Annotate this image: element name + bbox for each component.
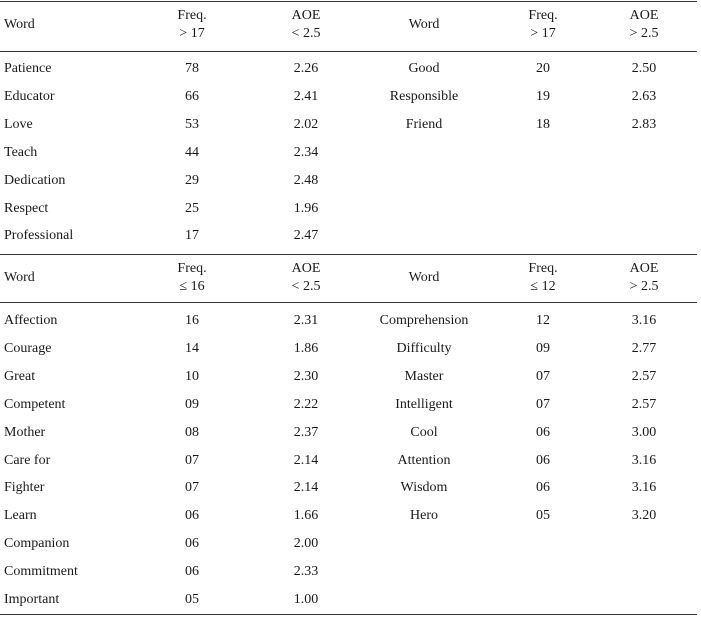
bottom-left-header-aoe: AOE	[291, 261, 321, 276]
bottom-right-header-freq: Freq.	[528, 261, 558, 276]
table-cell-freq: 17	[185, 228, 199, 243]
table-cell-freq: 07	[536, 397, 550, 412]
table-cell-aoe: 2.31	[293, 313, 319, 328]
table-cell-freq: 05	[185, 592, 199, 607]
top-rule	[0, 1, 697, 2]
table-cell-aoe: 2.57	[631, 397, 657, 412]
table-cell-freq: 07	[185, 480, 199, 495]
table-cell-word: Difficulty	[396, 341, 452, 356]
table-cell-freq: 05	[536, 508, 550, 523]
table-cell-freq: 06	[536, 425, 550, 440]
top-right-header-aoe: AOE	[629, 8, 659, 23]
table-cell-aoe: 3.16	[631, 313, 657, 328]
table-cell-aoe: 2.26	[293, 61, 319, 76]
table-cell-aoe: 2.50	[631, 61, 657, 76]
table-cell-freq: 09	[536, 341, 550, 356]
table-cell-aoe: 2.14	[293, 480, 319, 495]
table-cell-freq: 06	[185, 536, 199, 551]
table-cell-aoe: 3.20	[631, 508, 657, 523]
bottom-header-rule	[0, 302, 697, 303]
table-cell-word: Friend	[405, 117, 443, 132]
bottom-right-header-freq: ≤ 12	[530, 279, 556, 294]
table-cell-freq: 44	[185, 145, 199, 160]
table-cell-aoe: 1.00	[293, 592, 319, 607]
table-cell-word: Care for	[4, 453, 51, 468]
table-cell-aoe: 2.00	[293, 536, 319, 551]
top-right-header-word: Word	[408, 17, 440, 32]
table-cell-aoe: 2.37	[293, 425, 319, 440]
table-cell-aoe: 1.96	[293, 201, 319, 216]
table-cell-freq: 16	[185, 313, 199, 328]
table-cell-aoe: 2.41	[293, 89, 319, 104]
table-cell-aoe: 2.34	[293, 145, 319, 160]
bottom-left-header-word: Word	[4, 270, 35, 285]
table-cell-freq: 19	[536, 89, 550, 104]
table-cell-freq: 66	[185, 89, 199, 104]
table-cell-word: Companion	[4, 536, 70, 551]
table-cell-aoe: 2.83	[631, 117, 657, 132]
table-cell-freq: 78	[185, 61, 199, 76]
top-left-header-aoe: AOE	[291, 8, 321, 23]
table-cell-aoe: 2.77	[631, 341, 657, 356]
table-cell-aoe: 3.16	[631, 453, 657, 468]
table-cell-word: Respect	[4, 201, 49, 216]
table-cell-freq: 06	[536, 453, 550, 468]
bottom-right-header-aoe: > 2.5	[629, 279, 659, 294]
table-cell-word: Intelligent	[395, 397, 453, 412]
top-left-header-freq: > 17	[179, 26, 205, 41]
table-cell-word: Dedication	[4, 173, 66, 188]
top-right-header-freq: > 17	[530, 26, 556, 41]
table-cell-freq: 20	[536, 61, 550, 76]
table-cell-word: Hero	[410, 508, 438, 523]
table-cell-aoe: 2.33	[293, 564, 319, 579]
table-cell-word: Patience	[4, 61, 52, 76]
table-cell-word: Affection	[4, 313, 58, 328]
table-cell-freq: 53	[185, 117, 199, 132]
top-left-header-aoe: < 2.5	[291, 26, 321, 41]
table-cell-freq: 25	[185, 201, 199, 216]
table-cell-aoe: 2.02	[293, 117, 319, 132]
table-cell-freq: 14	[185, 341, 199, 356]
table-cell-word: Important	[4, 592, 60, 607]
table-cell-freq: 29	[185, 173, 199, 188]
bottom-left-header-freq: Freq.	[177, 261, 207, 276]
table-cell-word: Wisdom	[400, 480, 448, 495]
table-cell-aoe: 2.48	[293, 173, 319, 188]
table-cell-aoe: 2.22	[293, 397, 319, 412]
table-cell-aoe: 2.63	[631, 89, 657, 104]
table-cell-word: Responsible	[389, 89, 459, 104]
table-cell-word: Courage	[4, 341, 52, 356]
bottom-rule	[0, 614, 697, 615]
top-right-header-freq: Freq.	[528, 8, 558, 23]
table-cell-aoe: 2.47	[293, 228, 319, 243]
table-cell-word: Fighter	[4, 480, 45, 495]
table-cell-freq: 18	[536, 117, 550, 132]
table-cell-aoe: 3.00	[631, 425, 657, 440]
table-cell-freq: 07	[185, 453, 199, 468]
table-cell-word: Comprehension	[379, 313, 469, 328]
table-cell-word: Learn	[4, 508, 37, 523]
table-cell-word: Teach	[4, 145, 38, 160]
top-left-header-word: Word	[4, 17, 35, 32]
top-left-header-freq: Freq.	[177, 8, 207, 23]
table-cell-aoe: 2.57	[631, 369, 657, 384]
table-cell-word: Great	[4, 369, 36, 384]
table-cell-word: Commitment	[4, 564, 78, 579]
table-cell-word: Mother	[4, 425, 46, 440]
table-cell-aoe: 2.14	[293, 453, 319, 468]
table-cell-freq: 06	[185, 564, 199, 579]
table-cell-freq: 09	[185, 397, 199, 412]
table-cell-word: Educator	[4, 89, 55, 104]
table-cell-word: Cool	[410, 425, 438, 440]
bottom-left-header-aoe: < 2.5	[291, 279, 321, 294]
bottom-right-header-word: Word	[408, 270, 440, 285]
table-cell-word: Master	[404, 369, 444, 384]
table-cell-aoe: 2.30	[293, 369, 319, 384]
table-cell-word: Professional	[4, 228, 74, 243]
table-cell-word: Love	[4, 117, 33, 132]
table-cell-freq: 12	[536, 313, 550, 328]
table-cell-aoe: 1.66	[293, 508, 319, 523]
top-right-header-aoe: > 2.5	[629, 26, 659, 41]
table-cell-word: Good	[408, 61, 440, 76]
table-cell-aoe: 1.86	[293, 341, 319, 356]
bottom-right-header-aoe: AOE	[629, 261, 659, 276]
table-cell-freq: 07	[536, 369, 550, 384]
table-cell-freq: 10	[185, 369, 199, 384]
table-cell-freq: 08	[185, 425, 199, 440]
table-cell-freq: 06	[185, 508, 199, 523]
section-divider-rule	[0, 254, 697, 255]
table-cell-word: Attention	[397, 453, 451, 468]
top-header-rule	[0, 51, 697, 52]
table-cell-freq: 06	[536, 480, 550, 495]
bottom-left-header-freq: ≤ 16	[179, 279, 205, 294]
table-cell-word: Competent	[4, 397, 66, 412]
table-cell-aoe: 3.16	[631, 480, 657, 495]
